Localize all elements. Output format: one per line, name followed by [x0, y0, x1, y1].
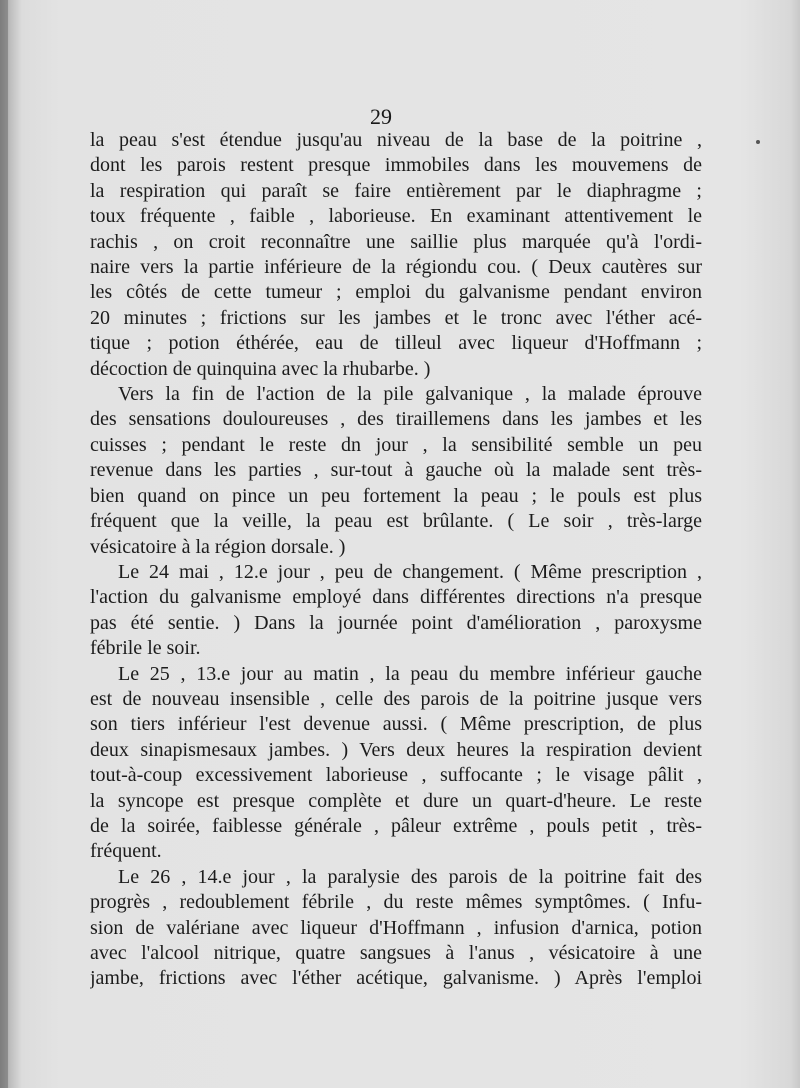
- text-line: jambe, frictions avec l'éther acétique, galvanisme. ) Après l'emploi: [90, 967, 702, 990]
- text-line: toux fréquente , faible , laborieuse. En examinant attentivement le: [90, 205, 702, 228]
- speck: [756, 140, 760, 144]
- text-line: 20 minutes ; frictions sur les jambes et le tronc avec l'éther acé-: [90, 306, 702, 329]
- text-line: son tiers inférieur l'est devenue aussi. ( Même prescription, de plus: [90, 713, 702, 736]
- page-number: 29: [370, 104, 392, 129]
- text-line: fréquent que la veille, la peau est brûlante. ( Le soir , très-large: [90, 510, 702, 533]
- text-line: rachis , on croit reconnaître une saillie plus marquée qu'à l'ordi-: [90, 230, 702, 253]
- text-line: avec l'alcool nitrique, quatre sangsues à l'anus , vésicatoire à une: [90, 942, 702, 964]
- text-line: naire vers la partie inférieure de la régiondu cou. ( Deux cautères sur: [90, 256, 702, 279]
- text-line: Le 26 , 14.e jour , la paralysie des parois de la poitrine fait des: [118, 865, 702, 888]
- text-line: bien quand on pince un peu fortement la peau ; le pouls est plus: [90, 484, 702, 507]
- text-line: est de nouveau insensible , celle des parois de la poitrine jusque vers: [90, 687, 702, 710]
- text-line: pas été sentie. ) Dans la journée point d'amélioration , paroxysme: [90, 611, 702, 634]
- text-line: deux sinapismesaux jambes. ) Vers deux heures la respiration devient: [90, 738, 702, 761]
- text-line: l'action du galvanisme employé dans différentes directions n'a presque: [90, 586, 702, 609]
- text-line: Vers la fin de l'action de la pile galvanique , la malade éprouve: [118, 383, 702, 406]
- text-line: la respiration qui paraît se faire entièrement par le diaphragme ;: [90, 179, 702, 202]
- text-line: des sensations douloureuses , des tiraillemens dans les jambes et les: [90, 408, 702, 431]
- body-text: [90, 128, 702, 992]
- text-line: sion de valériane avec liqueur d'Hoffmann , infusion d'arnica, potion: [90, 916, 702, 939]
- text-line: vésicatoire à la région dorsale. ): [90, 535, 346, 558]
- text-line: de la soirée, faiblesse générale , pâleur extrême , pouls petit , très-: [90, 814, 702, 837]
- text-line: fréquent.: [90, 840, 162, 863]
- text-line: tout-à-coup excessivement laborieuse , suffocante ; le visage pâlit ,: [90, 764, 702, 787]
- binding-shadow: [0, 0, 8, 1088]
- text-line: les côtés de cette tumeur ; emploi du galvanisme pendant environ: [90, 281, 702, 304]
- text-line: la peau s'est étendue jusqu'au niveau de la base de la poitrine ,: [90, 129, 702, 151]
- text-line: Le 25 , 13.e jour au matin , la peau du membre inférieur gauche: [118, 662, 702, 685]
- text-line: dont les parois restent presque immobiles dans les mouvemens de: [90, 154, 702, 177]
- text-line: la syncope est presque complète et dure un quart-d'heure. Le reste: [90, 789, 702, 812]
- text-line: fébrile le soir.: [90, 637, 201, 660]
- text-line: décoction de quinquina avec la rhubarbe. ): [90, 357, 431, 380]
- text-line: progrès , redoublement fébrile , du reste mêmes symptômes. ( Infu-: [90, 891, 702, 914]
- text-line: cuisses ; pendant le reste dn jour , la sensibilité semble un peu: [90, 433, 702, 456]
- text-line: Le 24 mai , 12.e jour , peu de changement. ( Même prescription ,: [118, 560, 702, 583]
- text-line: tique ; potion éthérée, eau de tilleul avec liqueur d'Hoffmann ;: [90, 332, 702, 355]
- text-line: revenue dans les parties , sur-tout à gauche où la malade sent très-: [90, 459, 702, 482]
